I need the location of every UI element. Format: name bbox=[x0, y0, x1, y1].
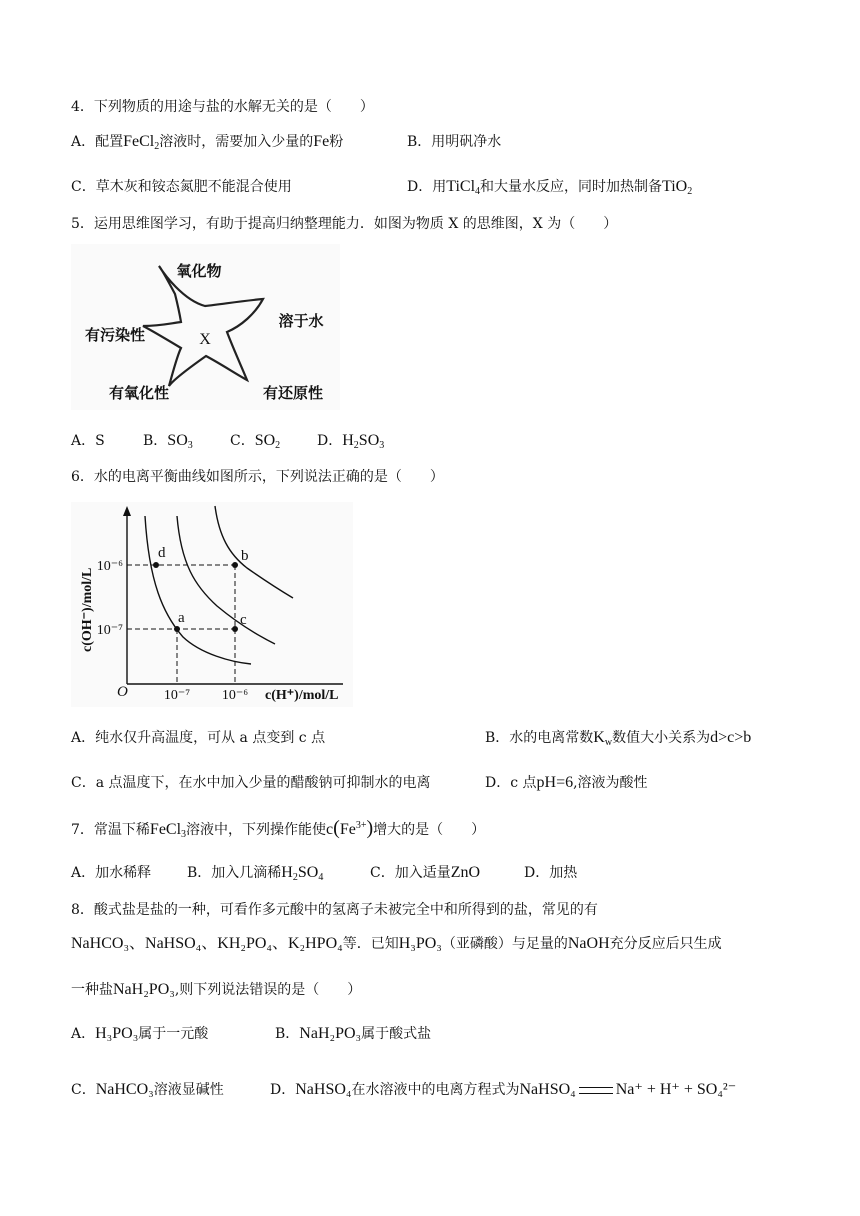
x-tick-1: 10⁻⁷ bbox=[163, 688, 191, 703]
point-a-label: a bbox=[178, 610, 185, 626]
q8-option-a: A．H₃PO₃属于一元酸 bbox=[71, 1025, 209, 1042]
point-d-label: d bbox=[158, 545, 166, 561]
mind-map-right: 溶于水 bbox=[278, 312, 324, 330]
q8-option-c: C．NaHCO₃溶液显碱性 bbox=[71, 1081, 224, 1098]
q5-stem: 5．运用思维图学习，有助于提高归纳整理能力．如图为物质 X 的思维图，X 为（ ） bbox=[71, 216, 618, 232]
point-b-label: b bbox=[241, 548, 249, 564]
y-axis-label: c(OH⁻)/mol/L bbox=[80, 567, 95, 652]
q7-option-c: C．加入适量ZnO bbox=[370, 864, 481, 881]
y-tick-2: 10⁻⁷ bbox=[96, 623, 123, 638]
mind-map-center: X bbox=[199, 331, 211, 348]
q6-option-a: A．纯水仅升高温度，可从 a 点变到 c 点 bbox=[71, 730, 326, 746]
q8-line-1: 8．酸式盐是盐的一种，可看作多元酸中的氢离子未被完全中和所得到的盐，常见的有 bbox=[71, 902, 598, 918]
point-a-marker bbox=[174, 626, 180, 632]
q6-option-d: D．c 点pH=6,溶液为酸性 bbox=[485, 774, 648, 791]
water-ionization-figure bbox=[71, 502, 353, 707]
x-axis-label: c(H⁺)/mol/L bbox=[265, 688, 339, 703]
point-c-label: c bbox=[240, 612, 247, 628]
mind-map-figure bbox=[71, 244, 340, 410]
q4-stem: 4．下列物质的用途与盐的水解无关的是（ ） bbox=[71, 99, 374, 115]
origin-label: O bbox=[117, 684, 128, 700]
y-axis-arrow bbox=[123, 506, 131, 516]
x-tick-2: 10⁻⁶ bbox=[221, 688, 249, 703]
q5-option-a: A．S bbox=[71, 433, 105, 449]
q5-option-c: C．$SO_2$ bbox=[230, 432, 281, 451]
q8-option-d: D．NaHSO₄在水溶液中的电离方程式为NaHSO₄ Na⁺ + H⁺ + SO₄²⁻ bbox=[270, 1081, 737, 1098]
q7-option-a: A．加水稀释 bbox=[71, 865, 152, 881]
q7-stem: 7．常温下稀FeCl$_3$溶液中，下列操作能使$c(Fe^{3+})$增大的是（ ） bbox=[71, 817, 486, 840]
point-c-marker bbox=[232, 626, 238, 632]
mind-map-bottom-left: 有氧化性 bbox=[108, 384, 170, 402]
q4-option-d: D．用TiCl$_4$和大量水反应，同时加热制备TiO$_2$ bbox=[407, 178, 693, 197]
mind-map-left: 有污染性 bbox=[84, 326, 146, 344]
q6-option-b: B．水的电离常数$K_w$数值大小关系为d>c>b bbox=[485, 729, 752, 748]
isotherm-curve-high bbox=[215, 506, 293, 598]
q4-option-c: C．草木灰和铵态氮肥不能混合使用 bbox=[71, 179, 292, 195]
y-tick-1: 10⁻⁶ bbox=[96, 559, 123, 574]
q8-option-b: B．NaH₂PO₃属于酸式盐 bbox=[275, 1025, 432, 1042]
q5-option-b: B．$SO_3$ bbox=[143, 432, 193, 451]
q6-stem: 6．水的电离平衡曲线如图所示，下列说法正确的是（ ） bbox=[71, 469, 444, 485]
q8-line-3: 一种盐NaH₂PO₃,则下列说法错误的是（ ） bbox=[71, 981, 362, 998]
q8-line-2: NaHCO₃、NaHSO₄、KH₂PO₄、K₂HPO₄等．已知H₃PO₃（亚磷酸）与足量的NaOH充分反应后只生成 bbox=[71, 935, 722, 952]
q4-option-b: B．用明矾净水 bbox=[407, 134, 502, 150]
star-outline bbox=[143, 266, 263, 386]
isotherm-curve-mid bbox=[177, 516, 275, 644]
q6-option-c: C．a 点温度下，在水中加入少量的醋酸钠可抑制水的电离 bbox=[71, 775, 431, 791]
q4-option-a: A．配置FeCl$_2$溶液时，需要加入少量的Fe粉 bbox=[71, 133, 344, 152]
q7-option-d: D．加热 bbox=[524, 865, 578, 881]
point-d-marker bbox=[153, 562, 159, 568]
mind-map-top: 氧化物 bbox=[176, 262, 222, 280]
q5-option-d: D．$H_2SO_3$ bbox=[317, 432, 385, 451]
q7-option-b: B．加入几滴稀$H_2SO_4$ bbox=[187, 864, 324, 883]
point-b-marker bbox=[232, 562, 238, 568]
equals-sign bbox=[579, 1087, 613, 1094]
mind-map-bottom-right: 有还原性 bbox=[262, 384, 324, 402]
